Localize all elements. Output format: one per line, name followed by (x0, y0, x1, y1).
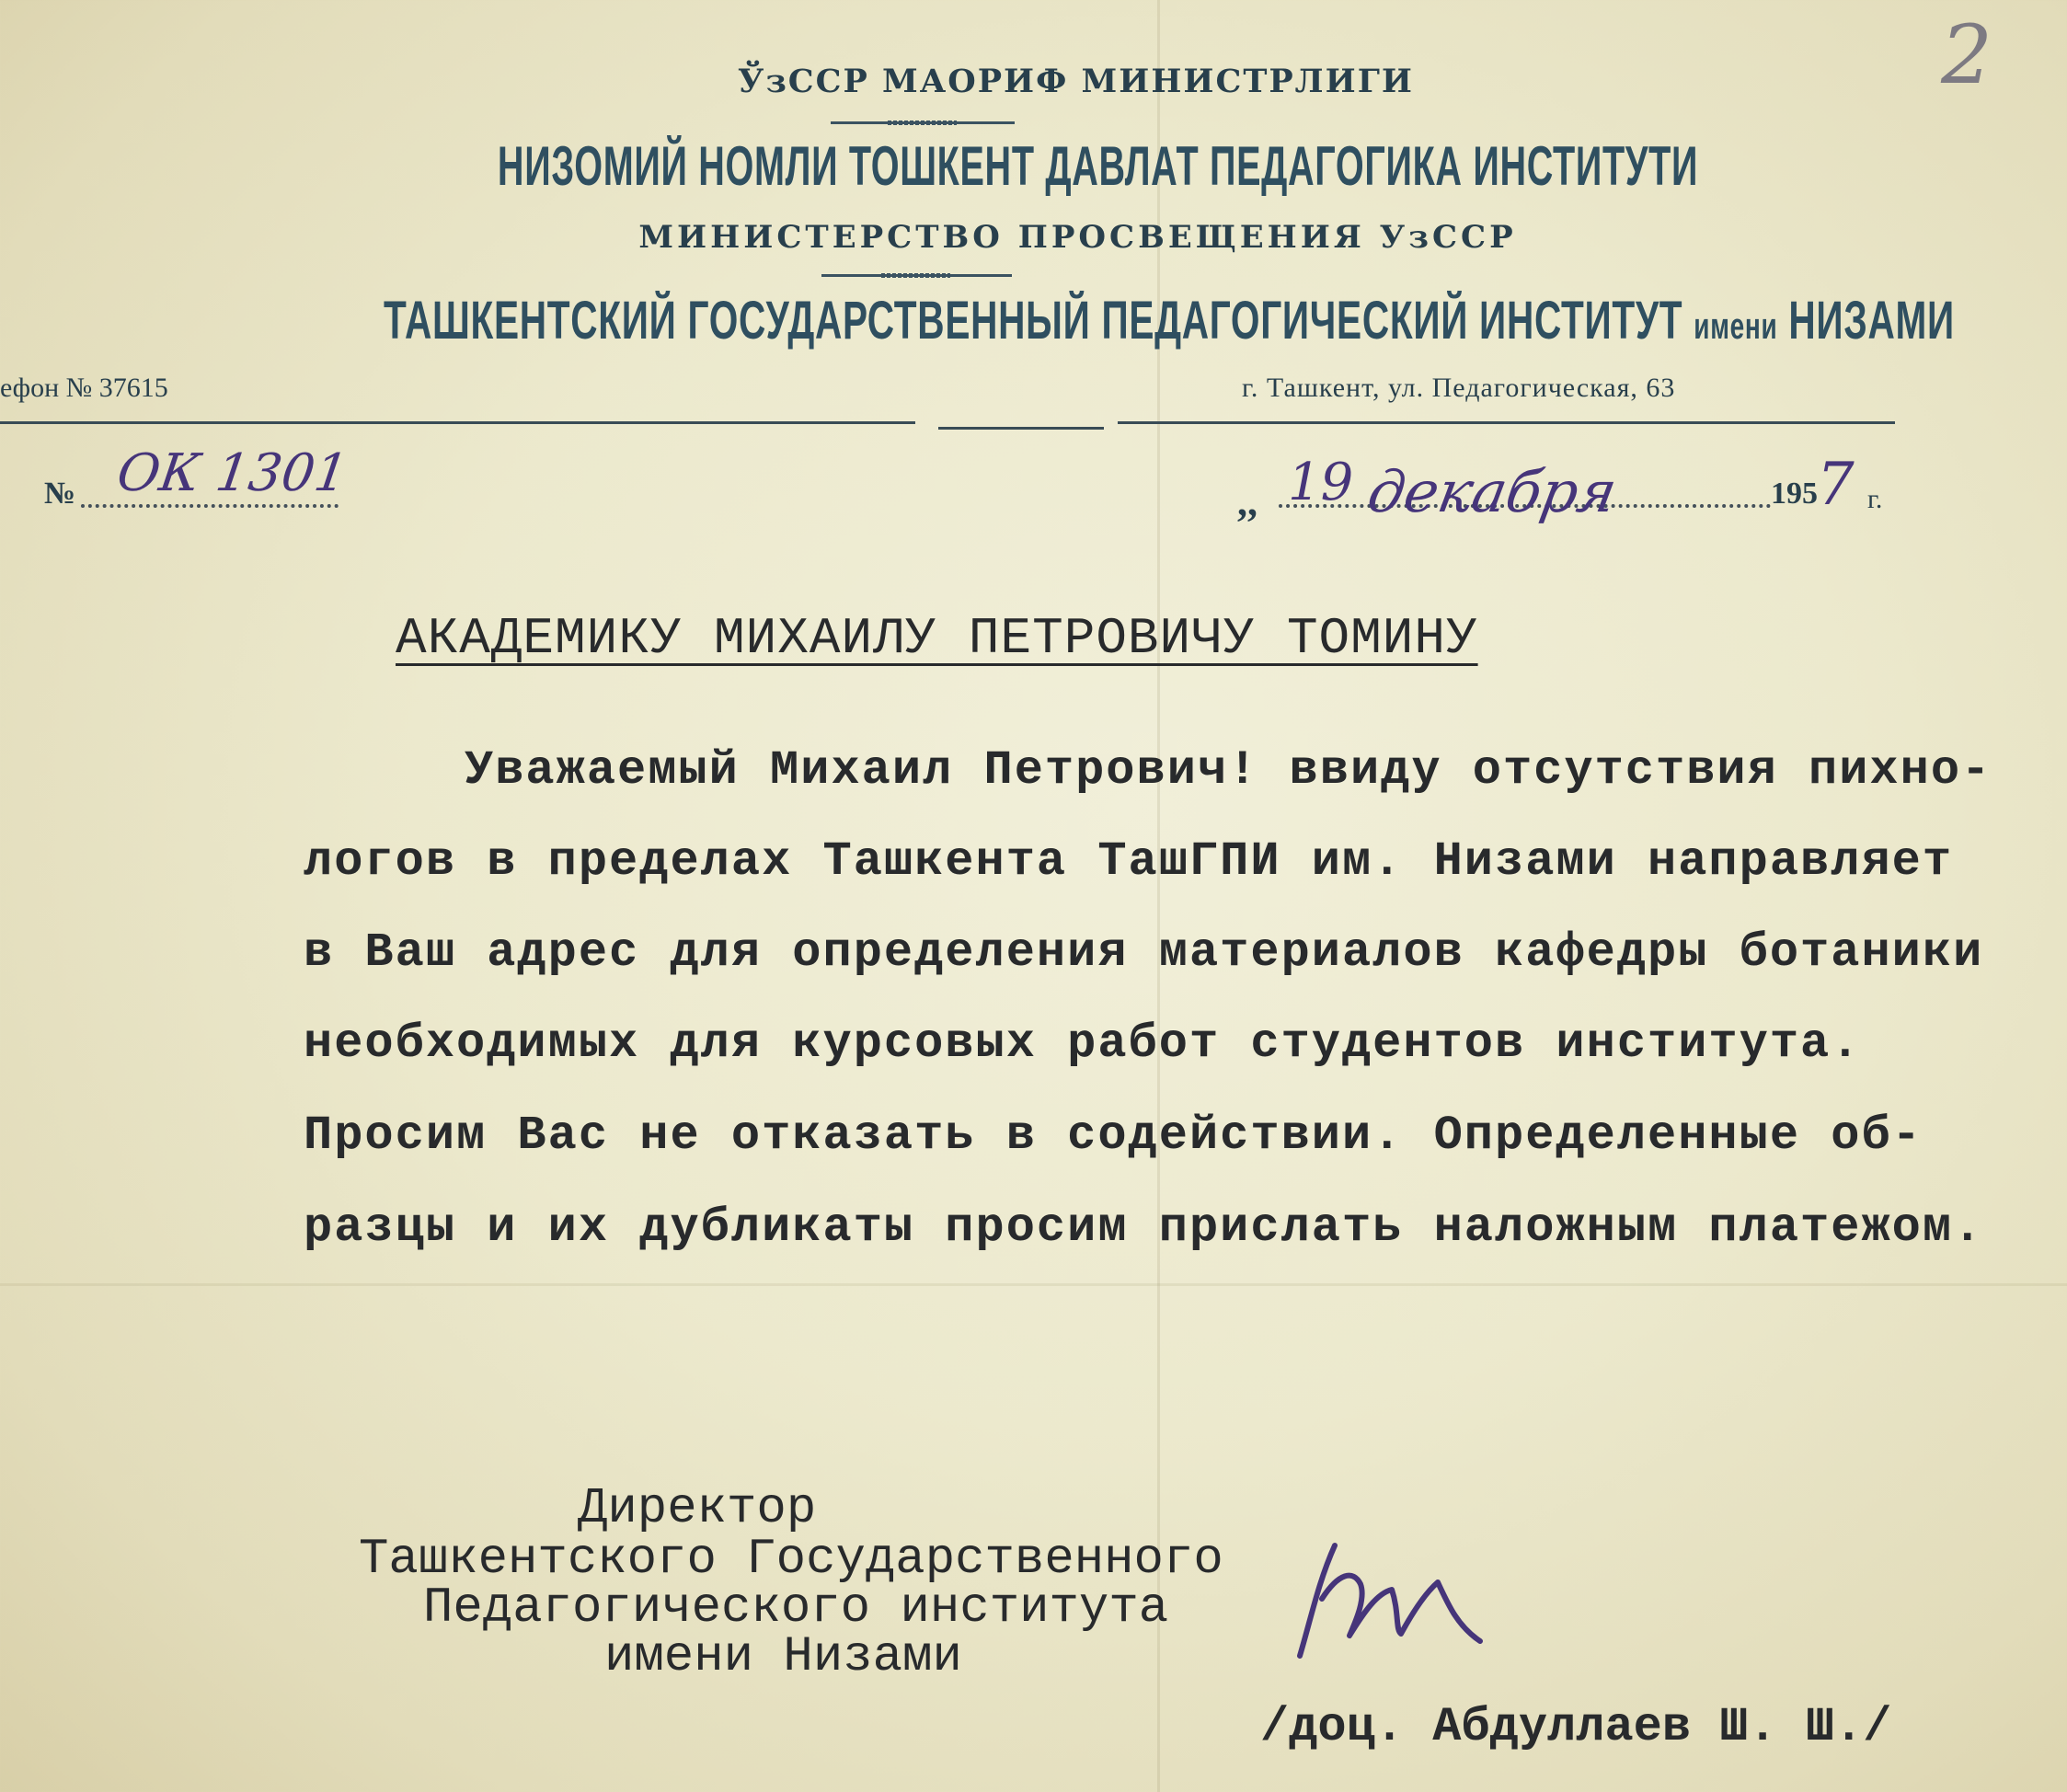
letterhead-ministry-ru: МИНИСТЕРСТВО ПРОСВЕЩЕНИЯ УзССР (638, 219, 1517, 256)
body-line: в Ваш адрес для определения материалов кафедры ботаники (304, 925, 1984, 980)
paper-fold-vertical (1157, 0, 1160, 1792)
letterhead-rule (0, 421, 915, 424)
institute-name-main: ТАШКЕНТСКИЙ ГОСУДАРСТВЕННЫЙ ПЕДАГОГИЧЕСКИЙ ИНСТИТУТ (384, 291, 1683, 350)
date-day: 19 (1288, 453, 1354, 512)
body-line: Уважаемый Михаил Петрович! ввиду отсутствия пихно- (465, 743, 1992, 798)
page-number: 2 (1941, 7, 1992, 102)
letterhead-institute-uz: НИЗОМИЙ НОМЛИ ТОШКЕНТ ДАВЛАТ ПЕДАГОГИКА ИНСТИТУТИ (497, 135, 1699, 197)
signatory-name: /доц. Абдуллаев Ш. Ш./ (1260, 1700, 1892, 1754)
addressee-line: АКАДЕМИКУ МИХАИЛУ ПЕТРОВИЧУ ТОМИНУ (396, 609, 1478, 668)
body-line: Просим Вас не отказать в содействии. Определенные об- (304, 1109, 1923, 1163)
outgoing-number: ОК 1301 (113, 443, 352, 503)
letterhead-institute-ru (384, 290, 1955, 351)
letterhead-rule (1118, 421, 1895, 424)
body-line: разцы и их дубликаты просим прислать наложным платежом. (304, 1200, 1984, 1255)
phone-number: ефон № 37615 (0, 373, 168, 403)
postal-address: г. Ташкент, ул. Педагогическая, 63 (1242, 373, 1676, 403)
letterhead-ornament-center (888, 121, 957, 125)
date-year-written: 7 (1817, 451, 1855, 519)
signatory-institution: Педагогического института (423, 1580, 1169, 1637)
number-underline (81, 504, 339, 508)
letterhead-ministry-uz: ЎзССР МАОРИФ МИНИСТРЛИГИ (738, 63, 1414, 100)
signatory-institution: Ташкентского Государственного (359, 1532, 1223, 1588)
date-year-printed: 195 (1771, 477, 1818, 511)
signatory-title: Директор (578, 1481, 817, 1537)
date-open-quote: ,, (1237, 479, 1257, 524)
body-line: необходимых для курсовых работ студентов института. (304, 1017, 1862, 1071)
date-year-suffix: г. (1867, 484, 1883, 514)
number-label: № (44, 477, 76, 511)
date-month: декабря (1362, 458, 1622, 525)
body-line: логов в пределах Ташкента ТашГПИ им. Низами направляет (304, 834, 1954, 889)
institute-name-imeni: имени (1694, 306, 1778, 347)
paper-fold-horizontal (0, 1283, 2067, 1286)
letterhead-rule (938, 427, 1104, 430)
institute-name-end: НИЗАМИ (1788, 291, 1955, 350)
handwritten-signature (1274, 1527, 1513, 1665)
letterhead-ornament-center (881, 273, 950, 278)
signatory-institution: имени Низами (604, 1629, 962, 1685)
